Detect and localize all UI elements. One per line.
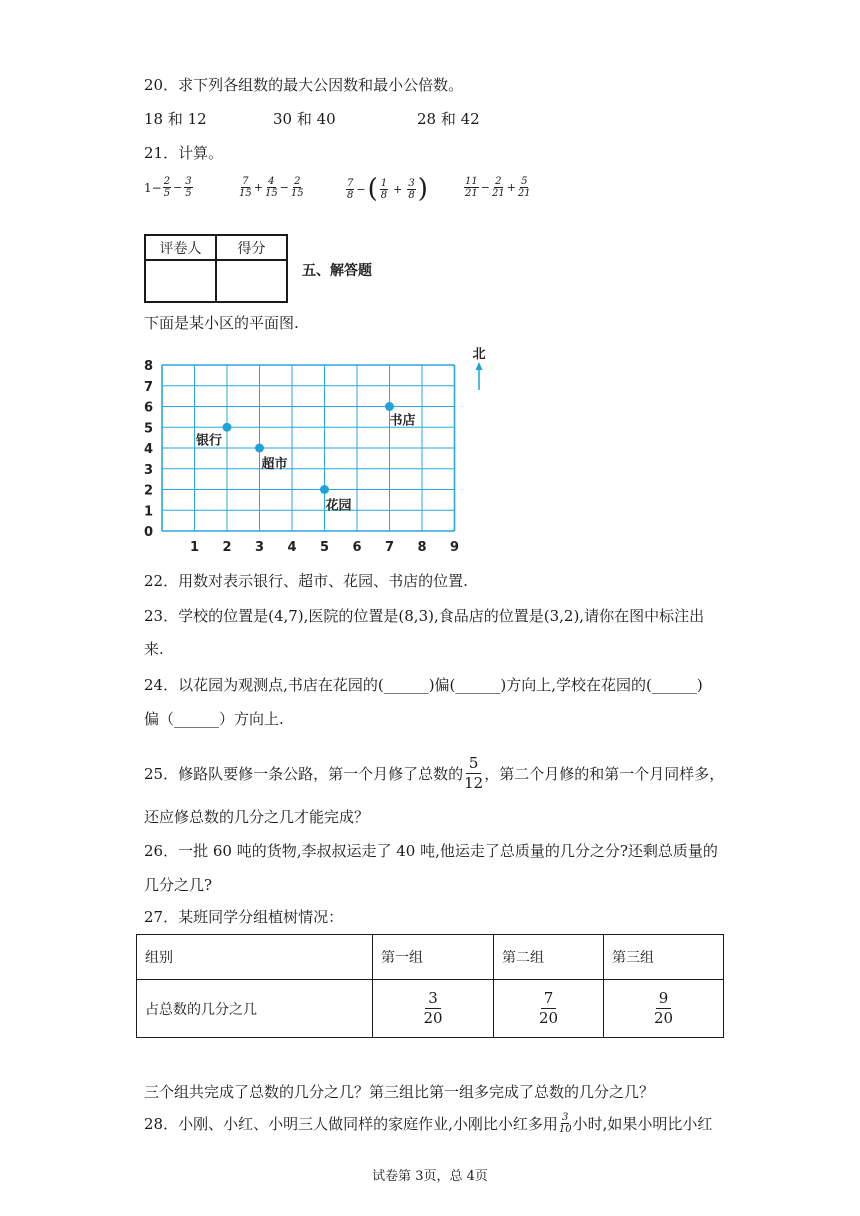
q22-text: 22．用数对表示银行、超市、花园、书店的位置. [144, 572, 468, 590]
q21-title: 21．计算。 [144, 144, 224, 162]
y-tick-label: 5 [144, 421, 154, 437]
fraction: $\frac{7}{15}$ [239, 176, 252, 199]
section-intro: 下面是某小区的平面图. [144, 314, 299, 332]
y-tick-label: 4 [144, 442, 154, 457]
q25-line-2: 还应修总数的几分之几才能完成？ [144, 808, 370, 826]
fraction: $\frac{7}{8}$ [347, 177, 354, 201]
fraction-group-3: $\frac{9}{20}$ [604, 980, 724, 1038]
q28-fraction: $\frac{3}{10}$ [558, 1112, 572, 1135]
score-header: 得分 [216, 235, 287, 260]
fraction: $\frac{4}{15}$ [264, 176, 278, 199]
location-marker [320, 485, 329, 494]
north-label: 北 [472, 347, 486, 362]
x-tick-label: 8 [417, 540, 427, 555]
q28-line-1 [144, 1112, 712, 1135]
q21-expression-3 [345, 176, 429, 202]
q21-expression-1 [144, 176, 194, 199]
fraction: $\frac{5}{21}$ [517, 176, 531, 199]
location-label: 超市 [261, 457, 288, 472]
fraction: $\frac{2}{15}$ [290, 176, 304, 199]
x-tick-label: 7 [384, 540, 395, 555]
reviewer-cell[interactable] [145, 260, 216, 302]
q28-text-pre: 28．小刚、小红、小明三人做同样的家庭作业,小刚比小红多用 [144, 1115, 558, 1133]
reviewer-header: 评卷人 [145, 235, 216, 260]
fraction: $\frac{3}{5}$ [185, 176, 192, 199]
q27-title: 27．某班同学分组植树情况： [144, 908, 344, 926]
fraction-group-2: $\frac{7}{20}$ [494, 980, 604, 1038]
expr1-lead: 1− [144, 180, 162, 195]
operator: + [506, 181, 516, 194]
y-tick-label: 8 [144, 359, 154, 374]
section-title: 五、解答题 [302, 263, 372, 279]
north-arrowhead-icon [476, 362, 483, 370]
q28-text-post: 小时,如果小明比小红 [572, 1115, 713, 1133]
q20-pair-1: 18 和 12 [144, 110, 207, 128]
score-box [144, 234, 288, 303]
x-tick-label: 1 [189, 540, 200, 555]
header-group-2: 第二组 [494, 935, 604, 980]
score-cell[interactable] [216, 260, 287, 302]
q24-line-1: 24．以花园为观测点,书店在花园的(______)偏(______)方向上,学校在花园的(______) [144, 676, 703, 694]
fraction: $\frac{3}{8}$ [408, 177, 415, 201]
fraction: $\frac{2}{21}$ [491, 176, 505, 199]
header-group: 组别 [137, 935, 373, 980]
location-marker [255, 444, 264, 453]
x-tick-label: 9 [449, 540, 460, 555]
page-footer: 试卷第 3页，总 4页 [372, 1169, 488, 1184]
y-tick-label: 2 [144, 483, 154, 499]
y-tick-label: 1 [144, 504, 154, 520]
fraction-group-1: $\frac{3}{20}$ [373, 980, 494, 1038]
fraction: $\frac{11}{21}$ [465, 176, 478, 199]
x-tick-label: 4 [287, 540, 297, 555]
right-paren: ) [417, 174, 428, 204]
q25-line-1 [144, 754, 724, 793]
q23-line-2: 来. [144, 640, 164, 658]
operator: − [356, 182, 366, 196]
operator: − [279, 181, 289, 194]
x-tick-label: 5 [319, 540, 330, 555]
fraction: $\frac{1}{8}$ [380, 177, 388, 201]
location-label: 花园 [325, 498, 352, 514]
x-tick-label: 2 [222, 540, 232, 555]
q25-text-post: ，第二个月修的和第一个月同样多， [484, 765, 725, 783]
location-label: 书店 [389, 413, 416, 429]
q24-line-2: 偏（______）方向上. [144, 710, 284, 728]
row-label: 占总数的几分之几 [137, 980, 373, 1038]
operator: + [253, 181, 263, 194]
operator: + [393, 182, 403, 196]
operator: − [173, 181, 183, 194]
location-marker [385, 402, 394, 411]
q26-line-2: 几分之几? [144, 876, 213, 894]
x-tick-label: 6 [352, 540, 362, 555]
operator: − [480, 181, 490, 194]
q26-line-1: 26．一批 60 吨的货物,李叔叔运走了 40 吨,他运走了总质量的几分之分?还剩总质量的 [144, 842, 718, 860]
y-tick-label: 3 [144, 462, 154, 478]
header-group-3: 第三组 [604, 935, 724, 980]
q20-title: 20．求下列各组数的最大公因数和最小公倍数。 [144, 76, 464, 94]
q20-pair-2: 30 和 40 [273, 110, 336, 128]
header-group-1: 第一组 [373, 935, 494, 980]
fraction: $\frac{2}{5}$ [163, 176, 171, 199]
q20-pair-3: 28 和 42 [417, 110, 480, 128]
q23-line-1: 23．学校的位置是(4,7),医院的位置是(8,3),食品店的位置是(3,2),请你在图中标注出 [144, 607, 705, 625]
q25-text-pre: 25．修路队要修一条公路，第一个月修了总数的 [144, 765, 464, 783]
location-marker [223, 423, 232, 432]
q21-expression-4 [463, 176, 532, 199]
neighborhood-map [130, 340, 500, 560]
location-label: 银行 [196, 433, 223, 449]
y-tick-label: 7 [144, 379, 154, 395]
q21-expression-2 [238, 176, 305, 199]
q25-fraction: $\frac{5}{12}$ [464, 754, 484, 792]
group-table [136, 934, 724, 1038]
y-tick-label: 0 [144, 525, 154, 540]
q27-question: 三个组共完成了总数的几分之几？第三组比第一组多完成了总数的几分之几？ [144, 1083, 655, 1101]
x-tick-label: 3 [254, 540, 265, 555]
left-paren: ( [367, 174, 378, 204]
y-tick-label: 6 [144, 400, 154, 416]
